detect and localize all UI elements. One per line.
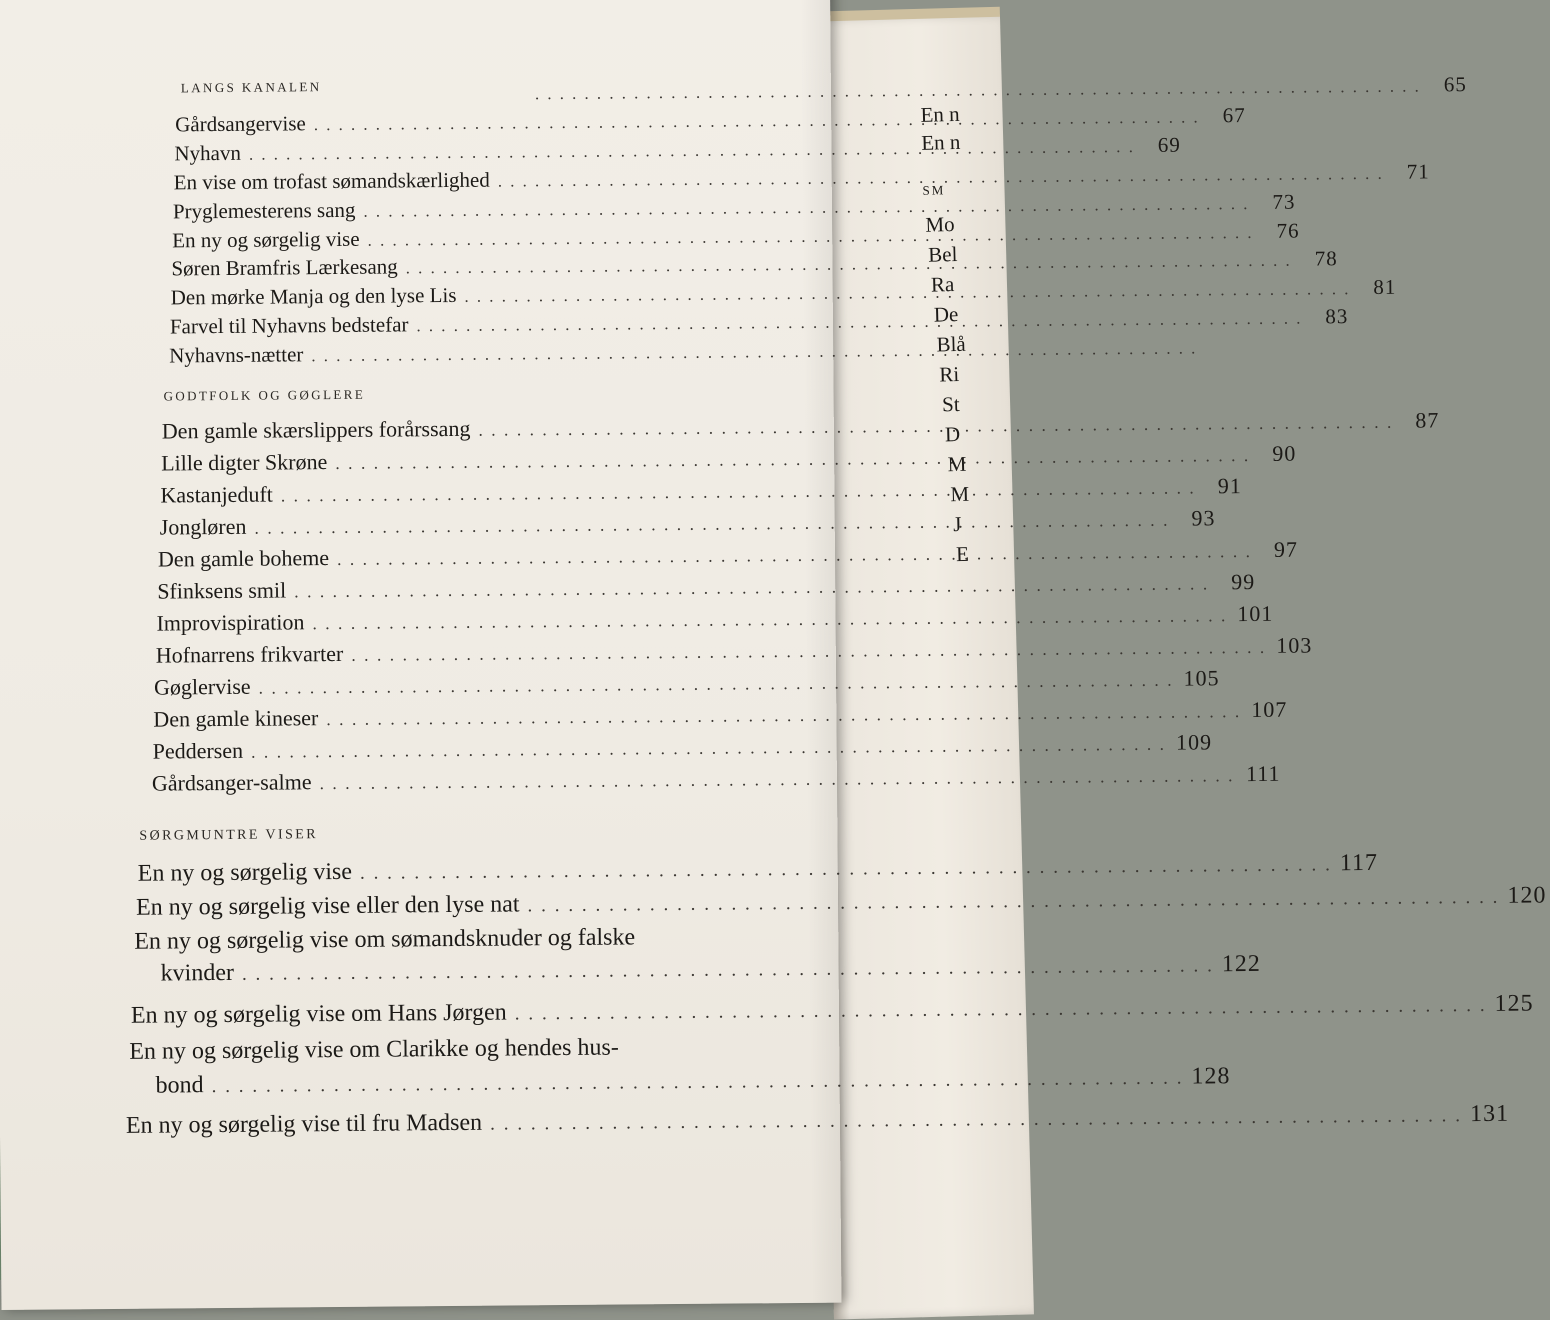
toc-title: Søren Bramfris Lærkesang — [171, 254, 398, 281]
toc-title: Den gamle kineser — [153, 705, 319, 732]
toc-title: En ny og sørgelig vise til fru Madsen — [125, 1109, 483, 1139]
toc-entry — [161, 407, 1440, 444]
right-page-line: Bel — [927, 241, 958, 267]
toc-title: Pryglemesterens sang — [172, 197, 356, 224]
toc-title: Den gamle boheme — [157, 545, 330, 572]
toc-title: Peddersen — [152, 737, 244, 764]
toc-page: 131 — [1469, 1100, 1510, 1128]
toc-page: 90 — [1272, 440, 1297, 466]
toc-entry — [155, 632, 1313, 668]
toc-page: 117 — [1339, 849, 1379, 877]
toc-page: 122 — [1221, 950, 1261, 978]
toc-title: Lille digter Skrøne — [161, 449, 328, 476]
right-page-line: En n — [920, 101, 960, 127]
toc-page: 67 — [1222, 103, 1246, 128]
toc-entry — [160, 950, 1261, 987]
toc-title: En ny og sørgelig vise — [137, 858, 353, 887]
toc-page: 91 — [1217, 473, 1242, 499]
toc-title: En ny og sørgelig vise om sømandsknuder og falske — [134, 924, 636, 955]
toc-page: 103 — [1276, 632, 1313, 658]
toc-page: 101 — [1237, 600, 1274, 627]
toc-entry — [135, 882, 1547, 922]
toc-entry — [157, 568, 1256, 604]
toc-entry — [151, 760, 1281, 796]
toc-entry — [161, 440, 1297, 476]
toc-entry — [137, 849, 1379, 888]
right-page-line: J — [952, 511, 962, 537]
toc-page: 87 — [1415, 407, 1440, 433]
toc-page: 109 — [1175, 729, 1213, 755]
right-page-line: Mo — [925, 212, 955, 237]
toc-page: 69 — [1157, 132, 1181, 157]
section-heading: LANGS KANALEN — [180, 79, 322, 96]
toc-title: Kastanjeduft — [160, 481, 273, 508]
toc-entry — [130, 990, 1534, 1030]
section-heading: GODTFOLK OG GØGLERE — [163, 386, 366, 404]
right-page-line: M — [950, 481, 970, 507]
right-page-line: St — [941, 391, 960, 417]
toc-page: 105 — [1183, 665, 1220, 691]
toc-entry — [175, 72, 1467, 108]
toc-entry — [156, 600, 1274, 636]
toc-page: 76 — [1276, 218, 1300, 243]
toc-title: bond — [155, 1072, 204, 1099]
right-page-line: En n — [920, 129, 961, 155]
toc-title: Hofnarrens frikvarter — [155, 640, 344, 668]
toc-entry — [159, 505, 1216, 540]
toc-entry — [153, 665, 1220, 700]
toc-entry — [125, 1100, 1510, 1140]
toc-title: Den gamle skærslippers forårssang — [161, 415, 471, 444]
toc-title: Improvispiration — [156, 609, 305, 636]
toc-page: 125 — [1494, 990, 1534, 1017]
toc-title: En ny og sørgelig vise eller den lyse nat — [135, 891, 520, 921]
toc-page: 73 — [1272, 189, 1296, 214]
toc-page: 128 — [1191, 1063, 1231, 1090]
toc-page: 71 — [1406, 159, 1430, 184]
right-page-line: Ri — [939, 361, 960, 387]
toc-entry — [155, 1063, 1231, 1100]
right-page-line: E — [955, 541, 970, 567]
right-page-line: Ra — [930, 272, 955, 297]
toc-title: Gårdsanger-salme — [151, 769, 312, 796]
toc-entry — [153, 696, 1288, 732]
toc-page: 97 — [1273, 536, 1299, 562]
right-page-heading: SM — [922, 182, 946, 198]
toc-title: Sfinksens smil — [157, 577, 287, 604]
toc-title: kvinder — [160, 959, 235, 987]
toc-entry — [157, 536, 1299, 572]
toc-title: Gøglervise — [153, 673, 251, 700]
toc-title: Nyhavns-nætter — [169, 342, 304, 368]
toc-page: 78 — [1314, 246, 1338, 271]
toc-entry — [160, 473, 1242, 508]
toc-title: En ny og sørgelig vise om Hans Jørgen — [130, 999, 507, 1029]
toc-page: 111 — [1245, 760, 1281, 787]
toc-title: Nyhavn — [174, 140, 242, 166]
toc-page: 107 — [1251, 696, 1288, 723]
toc-entry — [169, 341, 469, 369]
toc-page: 120 — [1507, 882, 1547, 909]
right-page-line: De — [933, 301, 959, 327]
toc-page: 65 — [1443, 72, 1467, 97]
right-page-line: Blå — [936, 331, 967, 357]
toc-title: En vise om trofast sømandskærlighed — [173, 167, 490, 195]
right-page-line: D — [944, 421, 961, 447]
toc-title: Jongløren — [159, 513, 247, 540]
right-page-line: M — [947, 451, 967, 477]
section-heading: SØRGMUNTRE VISER — [139, 827, 319, 844]
toc-page: 83 — [1325, 304, 1349, 329]
toc-title: En ny og sørgelig vise — [172, 226, 360, 253]
toc-page: 99 — [1231, 568, 1256, 595]
toc-title: Gårdsangervise — [175, 111, 306, 137]
toc-title: Den mørke Manja og den lyse Lis — [170, 282, 457, 310]
toc-page: 93 — [1191, 505, 1216, 531]
toc-title: En ny og sørgelig vise om Clarikke og hendes hus- — [129, 1034, 619, 1065]
toc-page: 81 — [1373, 274, 1397, 299]
toc-entry — [152, 729, 1213, 764]
toc-title: Farvel til Nyhavns bedstefar — [169, 312, 409, 339]
